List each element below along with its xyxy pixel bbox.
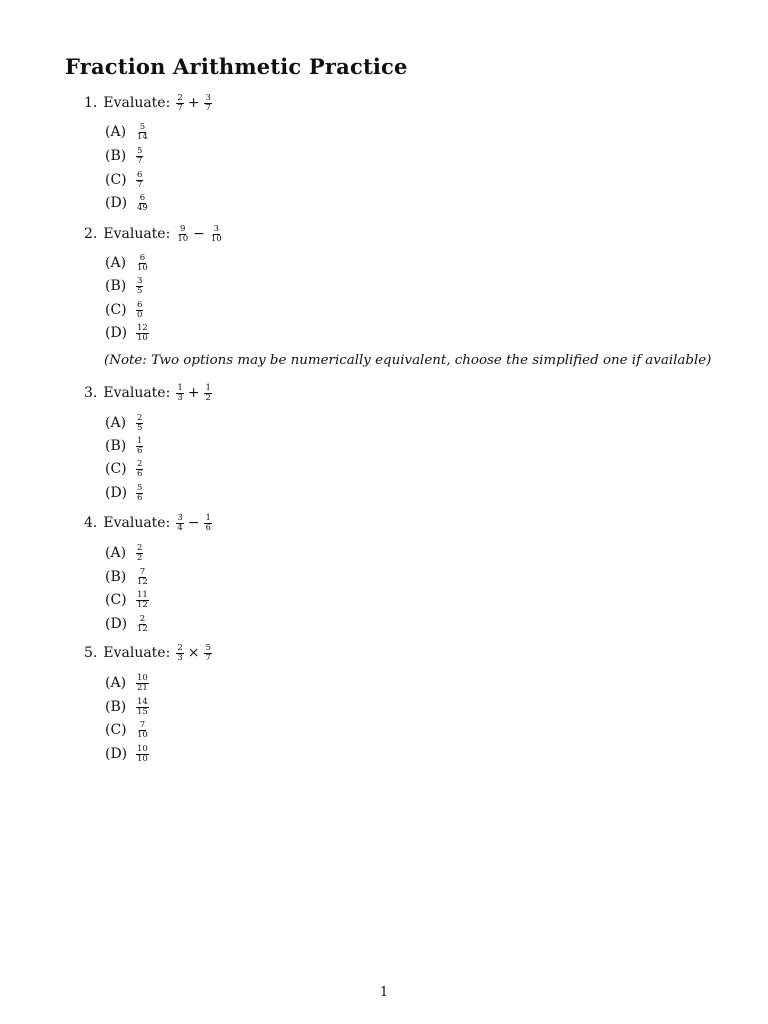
question-prompt: Evaluate: (103, 226, 171, 242)
option-1b: (B) $\frac{5}{7}$ (105, 145, 143, 166)
note-text: (Note: Two options may be numerically equivalent, choose the simplified one if available) (104, 353, 712, 368)
question-1 (84, 93, 212, 113)
operator: + (187, 95, 200, 111)
option-3c: (C) $\frac{2}{6}$ (105, 458, 143, 479)
option-4b: (B) $\frac{7}{12}$ (105, 566, 148, 587)
question-number: 2. (84, 226, 98, 242)
question-5 (84, 643, 212, 663)
fraction: $\frac{2}{7}$ (177, 92, 183, 113)
question-3 (84, 383, 212, 403)
option-1c: (C) $\frac{6}{7}$ (105, 169, 143, 190)
option-2b: (B) $\frac{3}{5}$ (105, 275, 143, 296)
page-title: Fraction Arithmetic Practice (65, 54, 408, 79)
operator: − (193, 226, 205, 242)
question-prompt: Evaluate: (103, 385, 171, 401)
option-2a: (A) $\frac{6}{10}$ (105, 252, 148, 273)
option-2c: (C) $\frac{6}{0}$ (105, 299, 143, 320)
fraction: $\frac{1}{3}$ (177, 382, 183, 403)
option-3b: (B) $\frac{1}{6}$ (105, 435, 143, 456)
question-2 (84, 224, 223, 244)
question-4 (84, 513, 212, 533)
option-5d: (D) $\frac{10}{10}$ (105, 743, 148, 764)
option-3a: (A) $\frac{2}{5}$ (105, 412, 143, 433)
operator: × (187, 645, 200, 661)
fraction: $\frac{3}{4}$ (177, 512, 183, 533)
option-1a: (A) $\frac{5}{14}$ (105, 121, 148, 142)
option-2d: (D) $\frac{12}{10}$ (105, 322, 148, 343)
option-5a: (A) $\frac{10}{21}$ (105, 672, 148, 693)
question-prompt: Evaluate: (103, 95, 171, 111)
operator: − (187, 515, 200, 531)
option-1d: (D) $\frac{6}{49}$ (105, 192, 148, 213)
fraction: $\frac{9}{10}$ (177, 223, 189, 244)
question-number: 1. (84, 95, 98, 111)
option-4a: (A) $\frac{2}{2}$ (105, 542, 143, 563)
option-3d: (D) $\frac{5}{6}$ (105, 482, 143, 503)
fraction: $\frac{3}{7}$ (205, 92, 211, 113)
option-4d: (D) $\frac{2}{12}$ (105, 613, 148, 634)
option-5c: (C) $\frac{7}{10}$ (105, 719, 148, 740)
fraction: $\frac{3}{10}$ (210, 223, 222, 244)
page-number: 1 (379, 985, 389, 1000)
question-number: 5. (84, 645, 98, 661)
option-5b: (B) $\frac{14}{15}$ (105, 696, 148, 717)
fraction: $\frac{2}{3}$ (177, 642, 183, 663)
operator: + (187, 385, 200, 401)
question-prompt: Evaluate: (103, 515, 171, 531)
fraction: $\frac{5}{7}$ (205, 642, 211, 663)
option-4c: (C) $\frac{11}{12}$ (105, 589, 148, 610)
fraction: $\frac{1}{2}$ (205, 382, 211, 403)
fraction: $\frac{1}{6}$ (205, 512, 211, 533)
question-number: 4. (84, 515, 98, 531)
question-number: 3. (84, 385, 98, 401)
question-prompt: Evaluate: (103, 645, 171, 661)
